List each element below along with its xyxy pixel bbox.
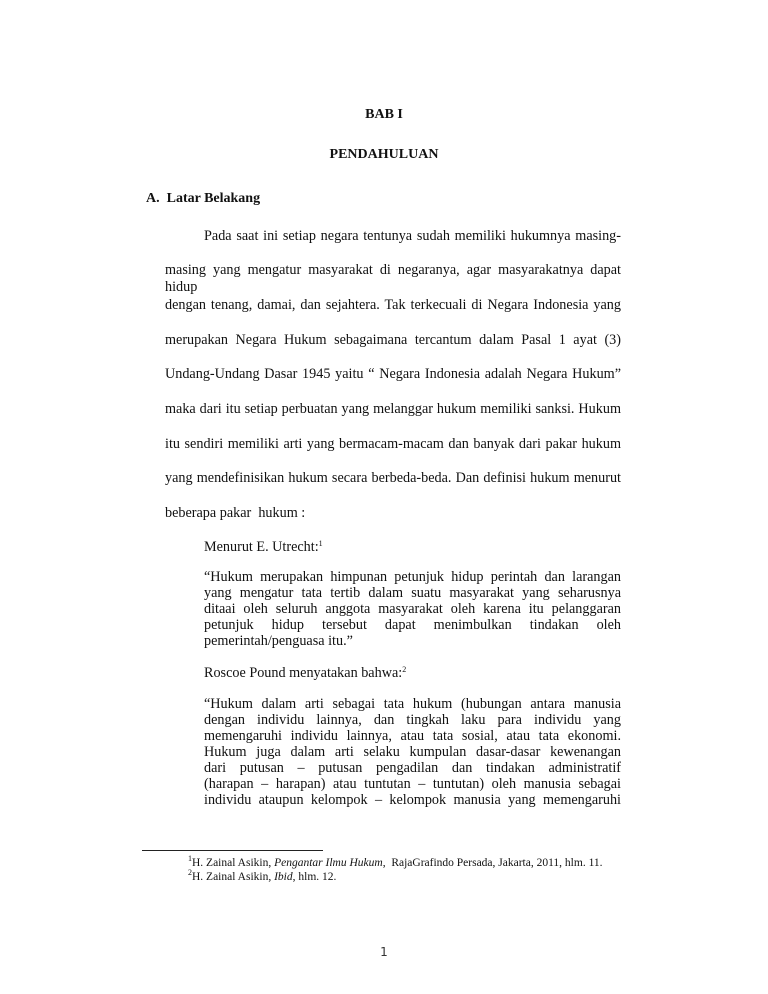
- footnote-ref[interactable]: 2: [402, 665, 407, 674]
- quote-line: “Hukum dalam arti sebagai tata hukum (hubungan antara manusia: [204, 696, 621, 712]
- chapter-title: PENDAHULUAN: [329, 147, 439, 162]
- footnote-author: H. Zainal Asikin,: [192, 857, 275, 869]
- section-heading: A. Latar Belakang: [146, 191, 261, 206]
- paragraph-line: Undang-Undang Dasar 1945 yaitu “ Negara Indonesia adalah Negara Hukum”: [165, 366, 621, 382]
- footnote-separator: [142, 850, 323, 851]
- paragraph-line: masing yang mengatur masyarakat di negaranya, agar masyarakatnya dapat hidup: [165, 262, 621, 295]
- footnote-author: H. Zainal Asikin: [192, 871, 269, 883]
- quote-line: (harapan – harapan) atau tuntutan – tuntutan) oleh manusia sebagai: [204, 776, 621, 792]
- paragraph-line: beberapa pakar hukum :: [165, 505, 306, 521]
- footnote-title: , Ibid: [268, 871, 293, 883]
- paragraph-line: itu sendiri memiliki arti yang bermacam-macam dan banyak dari pakar hukum: [165, 436, 621, 452]
- footnote-mark: 2: [188, 868, 192, 877]
- quote-line: memengaruhi individu lainnya, atau tata sosial, atau tata ekonomi.: [204, 728, 621, 744]
- paragraph-line: dengan tenang, damai, dan sejahtera. Tak terkecuali di Negara Indonesia yang: [165, 297, 621, 313]
- quote-intro-text: Roscoe Pound menyatakan bahwa:: [204, 665, 403, 681]
- paragraph-line: Pada saat ini setiap negara tentunya sudah memiliki hukumnya masing-: [204, 228, 621, 244]
- footnote-mark: 1: [188, 854, 192, 863]
- quote-intro-utrecht: [204, 539, 323, 556]
- footnote-rest: , RajaGrafindo Persada, Jakarta, 2011, hlm. 11.: [382, 857, 603, 869]
- page-number: 1: [380, 945, 388, 959]
- footnote-rest: , hlm. 12.: [292, 871, 337, 883]
- quote-line: yang mengatur tata tertib dalam suatu masyarakat yang seharusnya: [204, 585, 621, 601]
- paragraph-line: maka dari itu setiap perbuatan yang melanggar hukum memiliki sanksi. Hukum: [165, 401, 621, 417]
- quote-intro-pound: [204, 665, 406, 682]
- footnote-ref[interactable]: 1: [318, 539, 323, 548]
- quote-line: individu ataupun kelompok – kelompok manusia yang memengaruhi: [204, 792, 621, 808]
- footnote-title: Pengantar Ilmu Hukum: [274, 857, 383, 869]
- footnote-1: [188, 854, 603, 869]
- quote-line: “Hukum merupakan himpunan petunjuk hidup perintah dan larangan: [204, 569, 621, 585]
- quote-line: petunjuk hidup tersebut dapat menimbulkan tindakan oleh: [204, 617, 621, 633]
- chapter-number: BAB I: [365, 107, 403, 122]
- quote-line: dari putusan – putusan pengadilan dan tindakan administratif: [204, 760, 621, 776]
- quote-intro-text: Menurut E. Utrecht:: [204, 539, 319, 555]
- quote-line: pemerintah/penguasa itu.”: [204, 633, 353, 649]
- quote-line: dengan individu lainnya, dan tingkah laku para individu yang: [204, 712, 621, 728]
- paragraph-line: merupakan Negara Hukum sebagaimana tercantum dalam Pasal 1 ayat (3): [165, 332, 621, 348]
- footnote-2: [188, 868, 337, 883]
- paragraph-line: yang mendefinisikan hukum secara berbeda-beda. Dan definisi hukum menurut: [165, 470, 621, 486]
- quote-line: Hukum juga dalam arti selaku kumpulan dasar-dasar kewenangan: [204, 744, 621, 760]
- quote-line: ditaai oleh seluruh anggota masyarakat oleh karena itu pelanggaran: [204, 601, 621, 617]
